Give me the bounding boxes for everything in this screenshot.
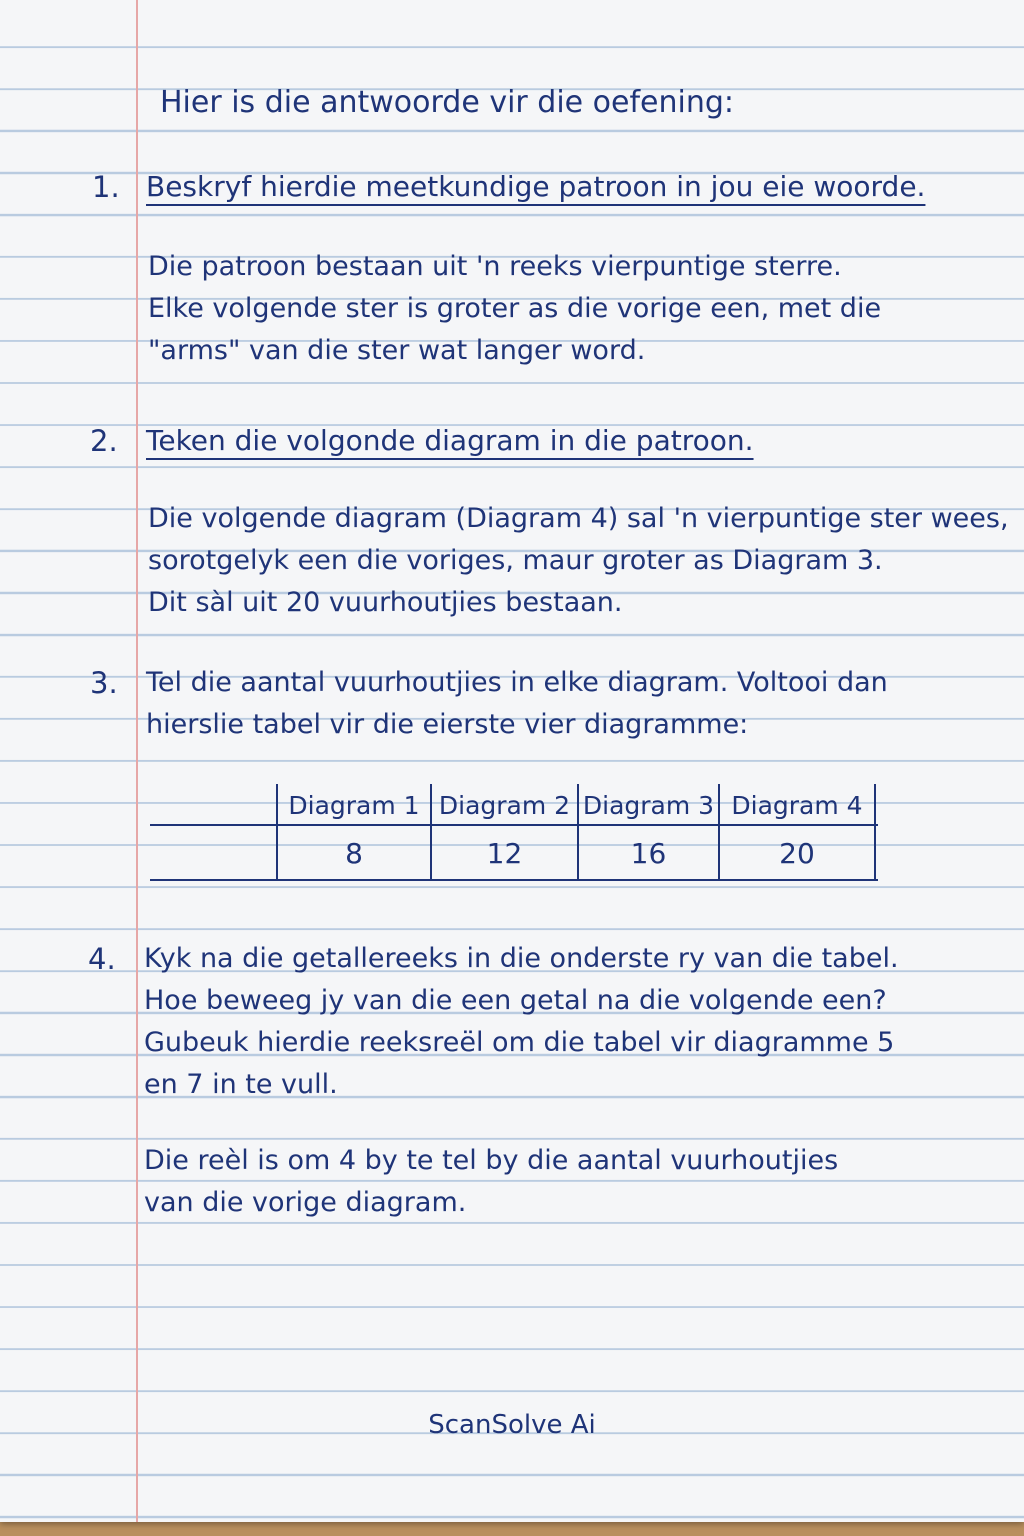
- question-line: Tel die aantal vuurhoutjies in elke diagram. Voltooi dan: [146, 667, 888, 698]
- table-rule-bottom: [150, 879, 878, 881]
- table-header-diagram-3: Diagram 3: [582, 791, 715, 820]
- question-3-text: [146, 662, 966, 746]
- table-header-diagram-4: Diagram 4: [731, 791, 863, 820]
- question-line: en 7 in te vull.: [144, 1069, 338, 1100]
- question-1-number: 1.: [92, 170, 120, 204]
- page-heading: Hier is die antwoorde vir die oefening:: [160, 85, 735, 120]
- margin-line: [136, 0, 138, 1522]
- answer-line: sorotgelyk een die voriges, maur groter as Diagram 3.: [148, 545, 883, 576]
- question-line: Gubeuk hierdie reeksreël om die tabel vir diagramme 5: [144, 1027, 895, 1058]
- answer-line: Elke volgende ster is groter as die vorige een, met die: [148, 293, 882, 324]
- answer-line: Dit sàl uit 20 vuurhoutjies bestaan.: [148, 587, 623, 618]
- table-divider: [874, 784, 876, 880]
- question-4-number: 4.: [88, 942, 116, 976]
- question-2-answer: [148, 498, 1009, 624]
- footer-brand: ScanSolve Ai: [428, 1410, 596, 1440]
- table-value-diagram-2: 12: [486, 837, 523, 870]
- question-2-number: 2.: [90, 424, 118, 458]
- table-header-diagram-1: Diagram 1: [288, 791, 420, 820]
- question-1-answer: [148, 246, 968, 372]
- question-1-title: Beskryf hierdie meetkundige patroon in jou eie woorde.: [146, 170, 926, 203]
- answer-line: van die vorige diagram.: [144, 1187, 467, 1218]
- table-value-diagram-4: 20: [779, 837, 815, 870]
- table-value-diagram-1: 8: [345, 837, 363, 870]
- table-header-diagram-2: Diagram 2: [438, 791, 571, 820]
- question-4-text: [144, 938, 964, 1106]
- answer-line: Die volgende diagram (Diagram 4) sal 'n vierpuntige ster wees,: [148, 503, 1009, 534]
- question-3-number: 3.: [90, 666, 118, 700]
- question-2-title: Teken die volgonde diagram in die patroon.: [146, 424, 754, 457]
- answer-line: "arms" van die ster wat langer word.: [148, 335, 646, 366]
- answer-line: Die reèl is om 4 by te tel by die aantal vuurhoutjies: [144, 1145, 839, 1176]
- question-line: hierslie tabel vir die eierste vier diagramme:: [146, 709, 749, 740]
- question-4-answer: [144, 1140, 964, 1224]
- question-line: Kyk na die getallereeks in die onderste ry van die tabel.: [144, 943, 899, 974]
- table-value-diagram-3: 16: [630, 837, 667, 870]
- answer-line: Die patroon bestaan uit 'n reeks vierpuntige sterre.: [148, 251, 842, 282]
- question-line: Hoe beweeg jy van die een getal na die volgende een?: [144, 985, 887, 1016]
- matchstick-table: [150, 780, 878, 884]
